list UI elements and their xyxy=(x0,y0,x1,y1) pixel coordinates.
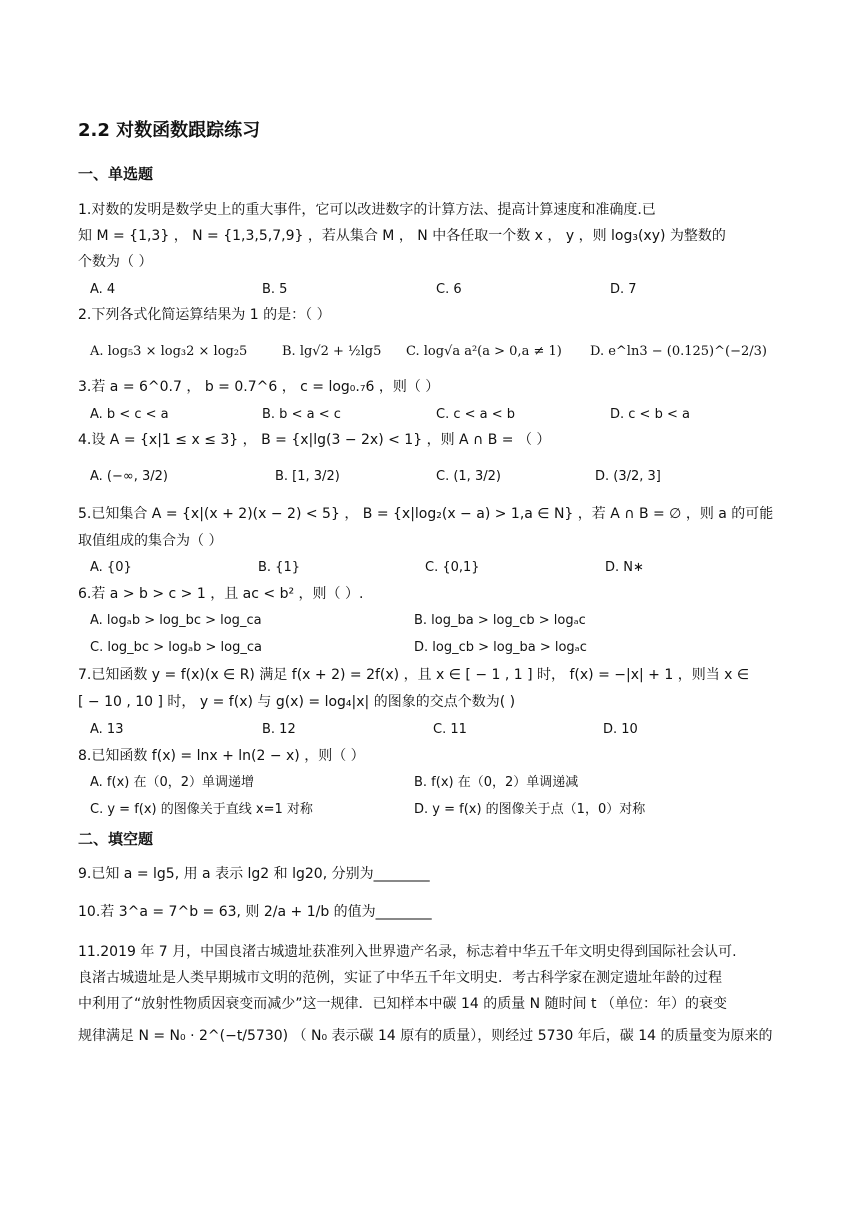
question-5-option-d: D. N∗ xyxy=(605,560,644,575)
page-title: 2.2 对数函数跟踪练习 xyxy=(78,120,261,141)
question-1-line-3: 个数为（ ） xyxy=(78,254,153,270)
question-3-option-b: B. b < a < c xyxy=(262,407,341,422)
question-1-option-a: A. 4 xyxy=(90,282,116,297)
question-2-option-a: A. log₅3 × log₃2 × log₂5 xyxy=(90,344,248,359)
question-8-option-a: A. f(x) 在（0，2）单调递增 xyxy=(90,775,255,790)
question-4-option-c: C. (1, 3/2) xyxy=(436,469,501,484)
question-3-stem: 3.若 a = 6^0.7 ， b = 0.7^6 ， c = log₀.₇6 ，则（ ） xyxy=(78,379,440,395)
question-11-line-2: 良渚古城遗址是人类早期城市文明的范例，实证了中华五千年文明史．考古科学家在测定遗址年龄的过程 xyxy=(78,970,722,986)
question-10: 10.若 3^a = 7^b = 63, 则 2/a + 1/b 的值为________ xyxy=(78,904,432,920)
question-8-option-c: C. y = f(x) 的图像关于直线 x=1 对称 xyxy=(90,802,313,817)
question-5-option-a: A. {0} xyxy=(90,560,132,575)
question-1-option-d: D. 7 xyxy=(610,282,637,297)
section-heading-fill-in: 二、填空题 xyxy=(78,830,154,848)
question-1-option-b: B. 5 xyxy=(262,282,288,297)
question-4-stem: 4.设 A = {x|1 ≤ x ≤ 3} ， B = {x|lg(3 − 2x) < 1} ，则 A ∩ B = （ ） xyxy=(78,432,551,448)
question-2-stem: 2.下列各式化简运算结果为 1 的是：（ ） xyxy=(78,307,331,323)
question-7-line-1: 7.已知函数 y = f(x)(x ∈ R) 满足 f(x + 2) = 2f(x) ，且 x ∈ [ − 1 , 1 ] 时， f(x) = −|x| + 1 ，则当 x ∈ xyxy=(78,667,750,683)
question-11-line-1: 11.2019 年 7 月，中国良渚古城遗址获准列入世界遗产名录，标志着中华五千年文明史得到国际社会认可. xyxy=(78,944,737,960)
question-9: 9.已知 a = lg5, 用 a 表示 lg2 和 lg20, 分别为________ xyxy=(78,866,430,882)
question-8-option-d: D. y = f(x) 的图像关于点（1，0）对称 xyxy=(414,802,646,817)
question-6-option-a: A. logₐb > log_bc > log_ca xyxy=(90,613,262,628)
question-6-option-d: D. log_cb > log_ba > logₐc xyxy=(414,640,587,655)
question-11-line-3: 中利用了“放射性物质因衰变而减少”这一规律．已知样本中碳 14 的质量 N 随时间 t （单位：年）的衰变 xyxy=(78,996,727,1012)
question-7-option-b: B. 12 xyxy=(262,722,296,737)
question-6-option-b: B. log_ba > log_cb > logₐc xyxy=(414,613,586,628)
question-5-option-c: C. {0,1} xyxy=(425,560,480,575)
question-4-option-d: D. (3/2, 3] xyxy=(595,469,661,484)
question-6-option-c: C. log_bc > logₐb > log_ca xyxy=(90,640,262,655)
question-2-option-c: C. log√a a²(a > 0,a ≠ 1) xyxy=(406,344,562,359)
question-4-option-b: B. [1, 3/2) xyxy=(275,469,340,484)
question-1-line-2: 知 M = {1,3} ， N = {1,3,5,7,9} ，若从集合 M ， N 中各任取一个数 x ， y ，则 log₃(xy) 为整数的 xyxy=(78,228,726,244)
question-8-stem: 8.已知函数 f(x) = lnx + ln(2 − x) ，则（ ） xyxy=(78,748,365,764)
question-5-line-1: 5.已知集合 A = {x|(x + 2)(x − 2) < 5} ， B = {x|log₂(x − a) > 1,a ∈ N} ，若 A ∩ B = ∅ ，则 a 的可能 xyxy=(78,506,774,522)
section-heading-single-choice: 一、单选题 xyxy=(78,165,154,183)
question-7-option-d: D. 10 xyxy=(603,722,638,737)
question-1-option-c: C. 6 xyxy=(436,282,462,297)
question-3-option-d: D. c < b < a xyxy=(610,407,690,422)
question-1-line-1: 1.对数的发明是数学史上的重大事件，它可以改进数字的计算方法、提高计算速度和准确度.已 xyxy=(78,202,656,218)
question-2-option-d: D. e^ln3 − (0.125)^(−2/3) xyxy=(590,344,767,359)
question-3-option-a: A. b < c < a xyxy=(90,407,169,422)
question-6-stem: 6.若 a > b > c > 1 ，且 ac < b² ，则（ ）. xyxy=(78,586,364,602)
question-7-option-a: A. 13 xyxy=(90,722,124,737)
question-11-line-4: 规律满足 N = N₀ · 2^(−t/5730) （ N₀ 表示碳 14 原有的质量），则经过 5730 年后，碳 14 的质量变为原来的 xyxy=(78,1028,773,1044)
question-7-option-c: C. 11 xyxy=(433,722,467,737)
question-8-option-b: B. f(x) 在（0，2）单调递减 xyxy=(414,775,579,790)
question-3-option-c: C. c < a < b xyxy=(436,407,516,422)
question-7-line-2: [ − 10 , 10 ] 时， y = f(x) 与 g(x) = log₄|x| 的图象的交点个数为( ) xyxy=(78,694,516,710)
question-5-line-2: 取值组成的集合为（ ） xyxy=(78,533,223,549)
question-2-option-b: B. lg√2 + ½lg5 xyxy=(282,344,382,359)
question-5-option-b: B. {1} xyxy=(258,560,300,575)
question-4-option-a: A. (−∞, 3/2) xyxy=(90,469,168,484)
